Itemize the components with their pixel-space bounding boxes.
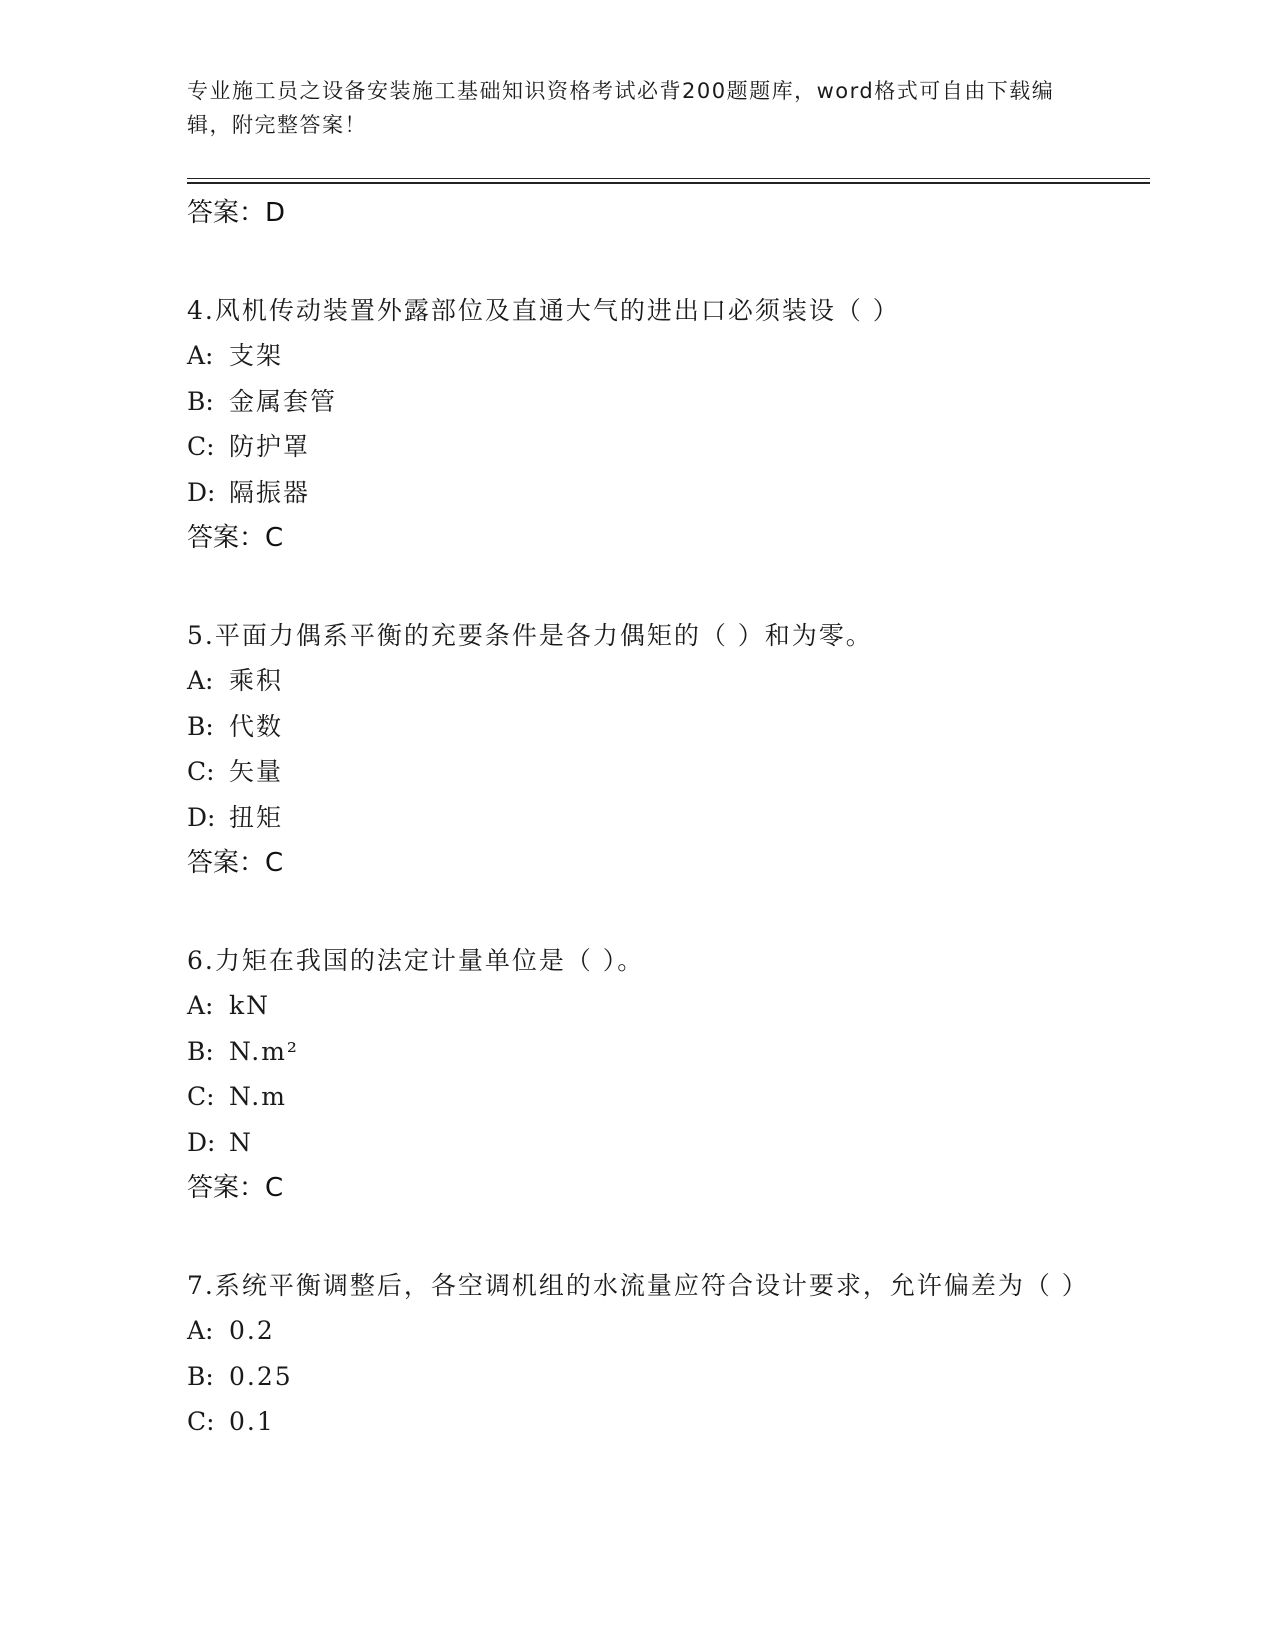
option-text: 乘积 [229, 666, 284, 695]
question-7-option-c [187, 1399, 1087, 1445]
question-6: 6.力矩在我国的法定计量单位是（ ）。 [187, 946, 645, 975]
question-4-answer: 答案：C [187, 523, 284, 553]
question-7: 7.系统平衡调整后，各空调机组的水流量应符合设计要求，允许偏差为（ ） [187, 1271, 1089, 1300]
option-text: 隔振器 [229, 477, 311, 507]
question-5-option-d [187, 795, 1087, 841]
option-key: A: [187, 666, 214, 695]
question-6-answer: 答案：C [187, 1173, 284, 1203]
option-key: B: [187, 711, 214, 741]
option-key: D: [187, 477, 216, 507]
question-4-option-a [187, 333, 1087, 379]
answer-previous: 答案：D [187, 198, 286, 228]
option-key: D: [187, 1127, 216, 1157]
option-text: N.m² [229, 1036, 299, 1066]
option-text: 防护罩 [229, 432, 311, 461]
option-text: 矢量 [229, 757, 284, 786]
option-text: 扭矩 [229, 802, 284, 832]
option-text: 0.25 [229, 1361, 293, 1391]
question-5-option-c [187, 749, 1087, 795]
option-text: 0.1 [229, 1407, 275, 1436]
option-key: A: [187, 991, 214, 1020]
question-4: 4.风机传动装置外露部位及直通大气的进出口必须装设（ ） [187, 296, 900, 325]
header-divider-top [187, 178, 1150, 179]
question-7-option-b [187, 1354, 1087, 1400]
question-5-option-b [187, 704, 1087, 750]
option-text: 支架 [229, 341, 284, 370]
option-key: D: [187, 802, 216, 832]
question-6-option-b [187, 1029, 1087, 1075]
question-5-answer: 答案：C [187, 848, 284, 878]
question-6-option-d [187, 1120, 1087, 1166]
option-key: C: [187, 757, 215, 786]
option-key: C: [187, 432, 215, 461]
option-text: N [229, 1127, 253, 1157]
option-key: A: [187, 341, 214, 370]
option-key: B: [187, 1036, 214, 1066]
option-key: B: [187, 386, 214, 416]
option-text: 0.2 [229, 1316, 275, 1345]
question-4-option-b [187, 379, 1087, 425]
option-text: N.m [229, 1082, 287, 1111]
question-5-option-a [187, 658, 1087, 704]
option-key: A: [187, 1316, 214, 1345]
option-text: 金属套管 [229, 386, 338, 416]
document-header: 专业施工员之设备安装施工基础知识资格考试必背200题题库，word格式可自由下载编辑，附完整答案！ [187, 79, 1055, 137]
question-6-option-a [187, 983, 1087, 1029]
question-list [187, 190, 1087, 1445]
option-text: 代数 [229, 711, 284, 741]
option-key: C: [187, 1082, 215, 1111]
question-5: 5.平面力偶系平衡的充要条件是各力偶矩的（ ）和为零。 [187, 621, 873, 650]
question-4-option-d [187, 470, 1087, 516]
question-6-option-c [187, 1074, 1087, 1120]
question-7-option-a [187, 1308, 1087, 1354]
option-key: C: [187, 1407, 215, 1436]
option-text: kN [229, 991, 271, 1020]
option-key: B: [187, 1361, 214, 1391]
header-divider-bottom [187, 182, 1150, 184]
question-4-option-c [187, 424, 1087, 470]
